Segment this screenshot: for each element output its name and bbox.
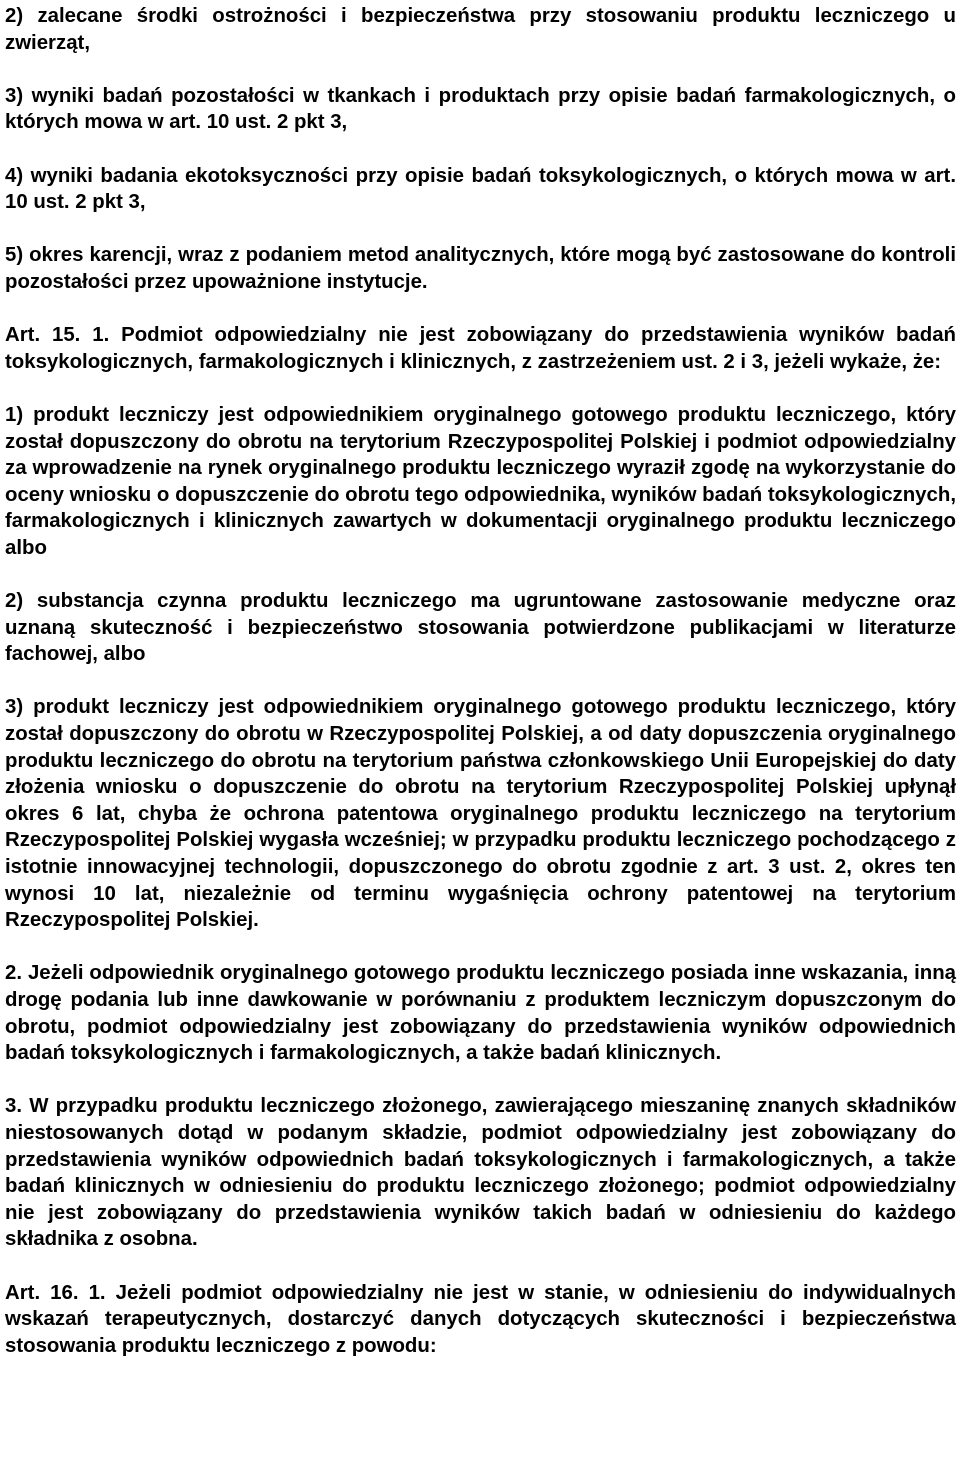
paragraph-item-5: 5) okres karencji, wraz z podaniem metod analitycznych, które mogą być zastosowane do kontroli pozostałości przez upoważnione instytucje. xyxy=(5,244,956,293)
article-15-point-3: 3) produkt leczniczy jest odpowiednikiem oryginalnego gotowego produktu leczniczego, który został dopuszczony do obrotu w Rzeczypospolitej Polskiej, a od daty dopuszczenia oryginalnego produktu leczniczego do obrotu na terytorium państwa członkowskiego Unii Europejskiej do daty złożenia wniosku o dopuszczenie do obrotu na terytorium Rzeczypospolitej Polskiej upłynął okres 6 lat, chyba że ochrona patentowa oryginalnego produktu leczniczego na terytorium Rzeczypospolitej Polskiej wygasła wcześniej; w przypadku produktu leczniczego pochodzącego z istotnie innowacyjnej technologii, dopuszczonego do obrotu zgodnie z art. 3 ust. 2, okres ten wynosi 10 lat, niezależnie od terminu wygaśnięcia ochrony patentowej na terytorium Rzeczypospolitej Polskiej. xyxy=(5,696,956,932)
article-16-section-1: Art. 16. 1. Jeżeli podmiot odpowiedzialny nie jest w stanie, w odniesieniu do indywidualnych wskazań terapeutycznych, dostarczyć danych dotyczących skuteczności i bezpieczeństwa stosowania produktu leczniczego z powodu: xyxy=(5,1281,956,1357)
article-15-section-3: 3. W przypadku produktu leczniczego złożonego, zawierającego mieszaninę znanych składników niestosowanych dotąd w podanym składzie, podmiot odpowiedzialny jest zobowiązany do przedstawienia wyników odpowiednich badań toksykologicznych i farmakologicznych, a także badań klinicznych w odniesieniu do produktu leczniczego złożonego; podmiot odpowiedzialny nie jest zobowiązany do przedstawienia wyników takich badań w odniesieniu do każdego składnika z osobna. xyxy=(5,1095,956,1251)
paragraph-item-2: 2) zalecane środki ostrożności i bezpieczeństwa przy stosowaniu produktu leczniczego u zwierząt, xyxy=(5,5,956,54)
paragraph-item-3: 3) wyniki badań pozostałości w tkankach i produktach przy opisie badań farmakologicznych, o których mowa w art. 10 ust. 2 pkt 3, xyxy=(5,84,956,134)
article-15-point-2: 2) substancja czynna produktu leczniczego ma ugruntowane zastosowanie medyczne oraz uznaną skuteczność i bezpieczeństwo stosowania potwierdzone publikacjami w literaturze fachowej, albo xyxy=(5,590,956,666)
article-15-section-2: 2. Jeżeli odpowiednik oryginalnego gotowego produktu leczniczego posiada inne wskazania, inną drogę podania lub inne dawkowanie w porównaniu z produktem leczniczym dopuszczonym do obrotu, podmiot odpowiedzialny jest zobowiązany do przedstawienia wyników odpowiednich badań toksykologicznych i farmakologicznych, a także badań klinicznych. xyxy=(5,962,956,1065)
paragraph-item-4: 4) wyniki badania ekotoksyczności przy opisie badań toksykologicznych, o których mowa w art. 10 ust. 2 pkt 3, xyxy=(5,164,956,214)
article-15-point-1: 1) produkt leczniczy jest odpowiednikiem oryginalnego gotowego produktu leczniczego, który został dopuszczony do obrotu na terytorium Rzeczypospolitej Polskiej i podmiot odpowiedzialny za wprowadzenie na rynek oryginalnego produktu leczniczego wyraził zgodę na wykorzystanie do oceny wniosku o dopuszczenie do obrotu tego odpowiednika, wyników badań toksykologicznych, farmakologicznych i klinicznych zawartych w dokumentacji oryginalnego produktu leczniczego albo xyxy=(5,403,956,559)
article-15-section-1: Art. 15. 1. Podmiot odpowiedzialny nie jest zobowiązany do przedstawienia wyników badań toksykologicznych, farmakologicznych i klinicznych, z zastrzeżeniem ust. 2 i 3, jeżeli wykaże, że: xyxy=(5,324,956,373)
